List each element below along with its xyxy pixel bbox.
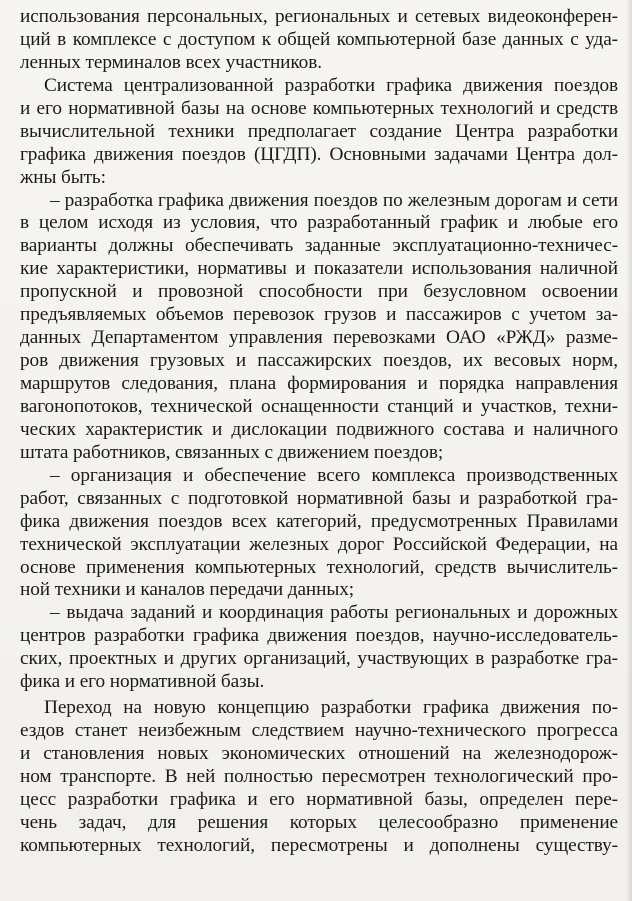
text-line: в целом исходя из условия, что разработанный график и любые его xyxy=(20,212,618,234)
text-line: данных Департаментом управления перевозками ОАО «РЖД» разме- xyxy=(20,327,618,349)
text-line: цесс разработки графика и его нормативной базы, определен пере- xyxy=(20,788,618,810)
text-line: кие характеристики, нормативы и показатели использования наличной xyxy=(20,258,618,280)
text-line: технической эксплуатации железных дорог Российской Федерации, на xyxy=(20,533,618,555)
text-line: компьютерных технологий, пересмотрены и дополнены существу- xyxy=(20,834,618,856)
page-edge-shadow xyxy=(626,0,632,901)
text-line: использования персональных, региональных и сетевых видеоконферен- xyxy=(20,6,618,27)
text-line: фика движения поездов всех категорий, предусмотренных Правилами xyxy=(20,510,618,532)
text-line: ских, проектных и других организаций, участвующих в разработке гра- xyxy=(20,648,618,670)
list-item-schedule-development xyxy=(20,190,618,465)
text-line: ленных терминалов всех участников. xyxy=(20,51,322,73)
text-line: чень задач, для решения которых целесообразно применение xyxy=(20,811,618,833)
text-line: вычислительной техники предполагает создание Центра разработки xyxy=(20,120,618,142)
text-line: и становления новых экономических отношений на железнодорож- xyxy=(20,743,618,764)
text-line: основе применения компьютерных технологий, средств вычислитель- xyxy=(20,556,618,578)
text-line: варианты должны обеспечивать заданные эксплуатационно-техничес- xyxy=(20,235,618,257)
text-line: ров движения грузовых и пассажирских поездов, их весовых норм, xyxy=(20,350,618,372)
text-line: – разработка графика движения поездов по железным дорогам и сети xyxy=(50,189,618,211)
text-line: маршрутов следования, плана формирования и порядка направления xyxy=(20,373,618,394)
text-line: – выдача заданий и координация работы региональных и дорожных xyxy=(50,602,618,624)
text-line: фика и его нормативной базы. xyxy=(20,671,265,693)
text-line: и его нормативной базы на основе компьютерных технологий и средств xyxy=(20,97,618,119)
text-line: ций в комплексе с доступом к общей компьютерной базе данных с уда- xyxy=(20,28,618,50)
text-line: работ, связанных с подготовкой нормативной базы и разработкой гра- xyxy=(20,487,618,509)
text-line: центров разработки графика движения поездов, научно-исследователь- xyxy=(20,625,618,647)
paragraph-continuation xyxy=(20,6,618,75)
text-line: ной техники и каналов передачи данных; xyxy=(20,579,355,601)
text-line: пропускной и провозной способности при безусловном освоении xyxy=(20,281,618,303)
list-item-organization xyxy=(20,465,618,603)
text-line: вагонопотоков, технической оснащенности станций и участков, техни- xyxy=(20,395,618,417)
paragraph-transition xyxy=(20,697,618,858)
text-line: ездов станет неизбежным следствием научно-технического прогресса xyxy=(20,720,618,742)
text-line: ческих характеристик и дислокации подвижного состава и наличного xyxy=(20,418,618,440)
text-line: штата работников, связанных с движением поездов; xyxy=(20,441,444,463)
list-item-assignments xyxy=(20,602,618,694)
paragraph-system xyxy=(20,75,618,190)
text-line: графика движения поездов (ЦГДП). Основными задачами Центра дол- xyxy=(20,143,618,165)
text-line: ном транспорте. В ней полностью пересмотрен технологический про- xyxy=(20,765,618,787)
text-line: – организация и обеспечение всего комплекса производственных xyxy=(50,464,618,486)
text-line: жны быть: xyxy=(20,166,106,188)
text-line: Система централизованной разработки графика движения поездов xyxy=(44,74,618,96)
text-line: предъявляемых объемов перевозок грузов и пассажиров с учетом за- xyxy=(20,304,618,326)
text-line: Переход на новую концепцию разработки графика движения по- xyxy=(44,697,618,719)
